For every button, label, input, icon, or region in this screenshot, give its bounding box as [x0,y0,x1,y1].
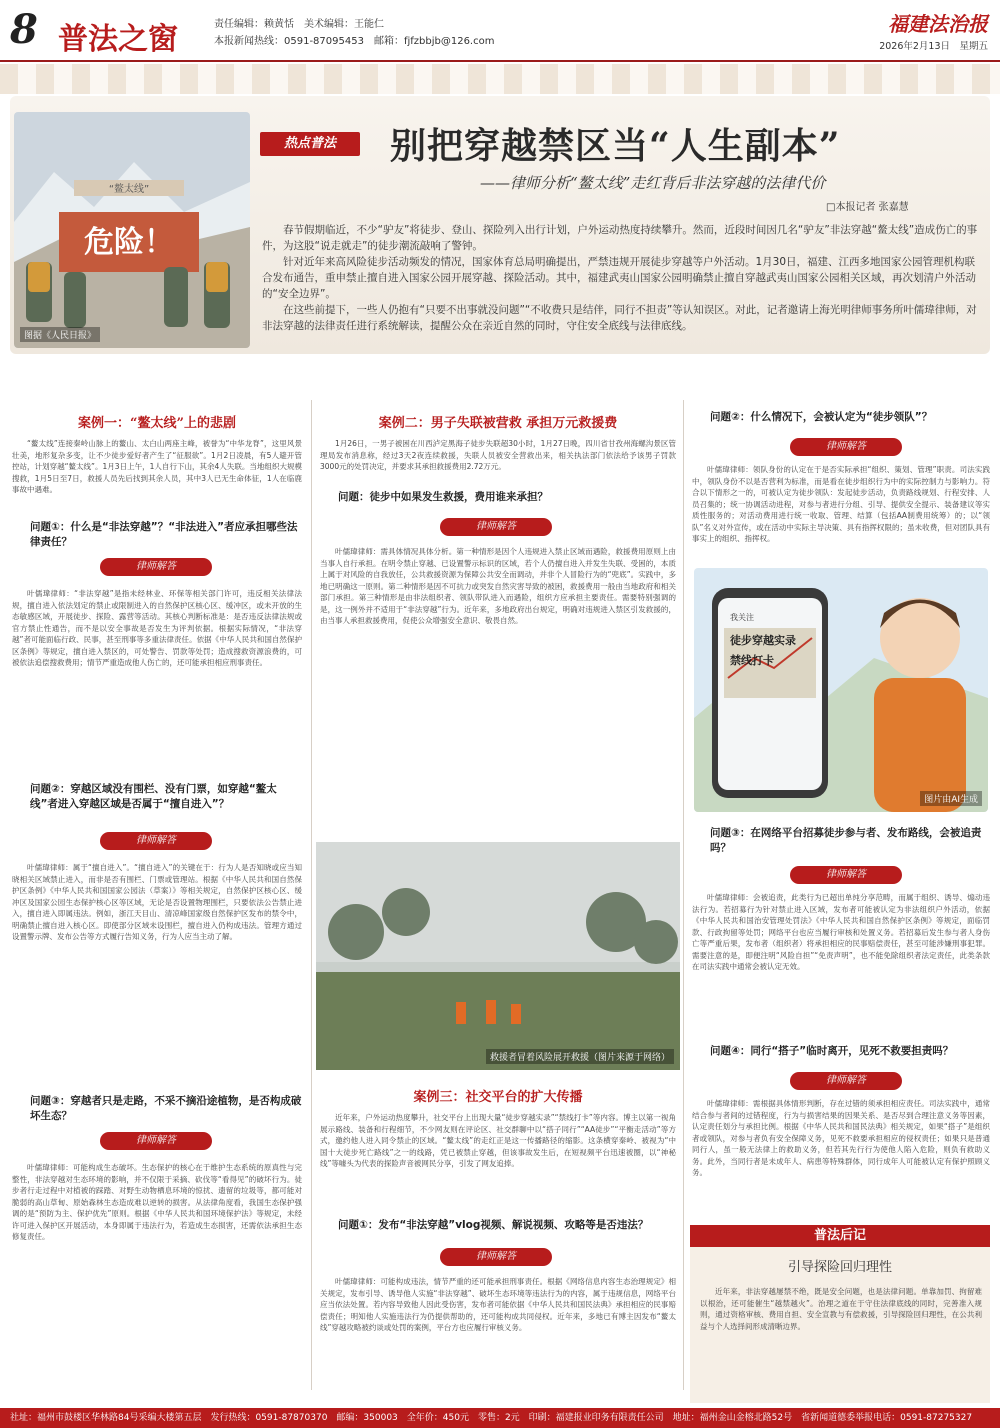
hero-image-caption: 图据《人民日报》 [20,327,100,342]
col3-question-3: 问题③：在网络平台招募徒步参与者、发布路线，会被追责吗？ [710,827,982,854]
newspaper-logo: 福建法治报 [888,12,988,36]
hotline-line: 本报新闻热线：0591-87095453 邮箱：fjfzbbjb@126.com [214,36,495,47]
afterword-title: 普法后记 [690,1225,990,1247]
col3-answer-2: 叶儒瑋律师：领队身份的认定在于是否实际承担“组织、策划、管理”职责。司法实践中，领队身份不以是否营利为标准，而是看在徒步组织行为中的实际控制力与影响力。符合以下情形之一的，可被认定为徒步领队：发起徒步活动，负责路线规划、行程安排、人员召集的；统一协调活动进程，对参与者进行分组、引导、提供安全提示、装备建议等实质性服务的；对活动费用进行统一收取、管理、结算（包括AA制费用统筹）的；以“领队”名义对外宣传，或在活动中实际主导决策、具有指挥权限的；虽未收费，但对团队具有事实上的组织、指挥权。 [692,465,990,543]
hero-image [14,112,250,348]
col3-question-4: 问题④：同行“搭子”临时离开，见死不救要担责吗？ [710,1045,954,1057]
decorative-band [0,64,1000,94]
rescue-photo [316,842,680,1070]
ai-illustration [694,568,988,812]
case3-text: 近年来，户外运动热度攀升，社交平台上出现大量“徒步穿越实录”“禁线打卡”等内容。博主以第一视角展示路线、装备和行程细节，不少网友则在评论区、社交群聊中以“搭子同行”“AA徒步”“平衡走活动”等方式，邀约他人进入同令禁止的区域。“鳌太线”的走红正是这一传播路径的缩影。这条横穿秦岭、被视为“中国十大徒步死亡路线”之一的线路，凭已被禁止穿越，但该事故发生后，在短视频平台迅速被圈，以“神秘线”等噱头为代表的探险声音被网民分享，引发了网友追捧。 [320,1113,676,1168]
col3-answer-4: 叶儒瑋律师：需根据具体情形判断，存在过错的须承担相应责任。司法实践中，通常结合参与者间的过错程度，行为与损害结果的因果关系、是否尽到合理注意义务等因素，认定责任划分与承担比例。根据《中华人民共和国民法典》相关规定，如果“搭子”是组织者或领队，对参与者负有安全保障义务，见死不救要承担相应的侵权责任；如果只是普通同行人，虽一般无法律上的救助义务，但若其先行行为使他人陷入危险，则负有救助义务。此外，当同行者是未成年人、病患等特殊群体，同行成年人可能被认定有保护照顾义务。 [692,1099,990,1177]
lawyer-answer-tag: 律师解答 [440,518,552,536]
phone-post-title: 徒步穿越实录 [730,634,796,647]
issue-date: 2026年2月13日 星期五 [879,41,988,52]
phone-post-sub: 禁线打卡 [730,654,774,667]
afterword-text: 近年来，非法穿越屡禁不绝，既是安全问题，也是法律问题。单靠加罚、拘留难以根治，还可能催生“越禁越火”。治理之道在于守住法律底线的同时，完善准入规则，通过资格审核、费用自担、安全宣教与有偿救援，引导探险回归理性，在公共利益与个人选择间形成清晰边界。 [700,1287,982,1331]
case3-title: 案例三：社交平台的扩大传播 [413,1090,583,1105]
editors-line: 责任编辑：赖黄恬 美术编辑：王能仁 [214,19,384,30]
lead-paragraphs [262,222,978,334]
column-divider [311,400,312,1390]
col2-answer: 叶儒瑋律师：需具体情况具体分析。第一种情形是因个人违规进入禁止区域而遇险，救援费用原则上由当事人自行承担。在明令禁止穿越、已设置警示标识的区域，若个人仍擅自进入并发生失联、受困的，本质上属于对风险的自我放任，公共救援资源为保障公共安全而调动，并非个人冒险行为的“兜底”。实践中，多地已明确这一原则。第二种情形是因不可抗力或突发自然灾害导致的被困，救援费用一般由当地政府和相关部门承担。第三种情形是由非法组织者、领队带队进入而遇险，组织方应承担主要责任。需要特别强调的是，这一例外并不适用于“非法穿越”行为。近年来，多地政府出台规定，明确对违规进入禁区引发救援的，由当事人承担救援费用，促使公众增强安全意识、敬畏自然。 [320,547,676,625]
page-info [214,16,494,50]
subheadline: ——律师分析“鳌太线”走红背后非法穿越的法律代价 [480,174,826,192]
col1-question-1: 问题①：什么是“非法穿越”？“非法进入”者应承担哪些法律责任？ [30,521,298,548]
lawyer-answer-tag: 律师解答 [790,438,902,456]
lawyer-answer-tag: 律师解答 [440,1248,552,1266]
lead-paragraph: 在这些前提下，一些人仍抱有“只要不出事就没问题”“不收费只是结伴，同行不担责”等认知误区。对此，记者邀请上海光明律师事务所叶儒瑋律师，对非法穿越的法律责任进行系统解读，提醒公众在亲近自然的同时，守住安全底线与法律底线。 [262,304,977,332]
case1-title: 案例一：“鳌太线”上的悲剧 [78,416,236,431]
col2-question: 问题：徒步中如果发生救援，费用谁来承担？ [338,491,548,503]
rescue-photo-caption: 救援者冒着风险展开救援（图片来源于网络） [486,1049,674,1064]
lawyer-answer-tag: 律师解答 [100,1132,212,1150]
sign-label: “鳌太线” [108,184,150,195]
lawyer-answer-tag: 律师解答 [100,832,212,850]
phone-label: 我关注 [730,613,754,622]
lawyer-answer-tag: 律师解答 [790,1072,902,1090]
col1-question-3: 问题③：穿越者只是走路，不采不摘沿途植物，是否构成破坏生态？ [30,1095,302,1122]
col1-answer-3: 叶儒瑋律师：可能构成生态破坏。生态保护的核心在于维护生态系统的原真性与完整性，非法穿越对生态环境的影响，并不仅限于采摘、砍伐等“看得见”的破坏行为。徒步者行走过程中对植被的踩踏、对野生动物栖息环境的惊扰、遗留的垃圾等，都可能对脆弱的高山草甸、原始森林生态造成难以逆转的损害。从法律角度看，我国生态保护强调的是“预防为主、保护优先”原则。根据《中华人民共和国环境保护法》等规定，未经许可进入保护区开展活动，本身即属于违法行为，若造成生态损害，还需依法承担生态修复责任。 [12,1163,302,1241]
masthead [0,0,1000,62]
col2-answer-2: 叶儒瑋律师：可能构成违法，情节严重的还可能承担刑事责任。根据《网络信息内容生态治理规定》相关规定，发布引导、诱导他人实施“非法穿越”、破坏生态环境等违法行为的内容，属于违规信息，网络平台应当依法处置。若内容导致他人因此受伤害，发布者可能依据《中华人民共和国民法典》承担相应的民事赔偿责任；明知他人实施违法行为仍提供帮助的，还可能构成共同侵权。近年来，多地已有博主因发布“鳌太线”穿越攻略被约谈或处罚的案例，平台方也应履行审核义务。 [320,1277,676,1332]
col3-question-2: 问题②：什么情况下，会被认定为“徒步领队”？ [710,411,933,423]
col1-answer-1: 叶儒瑋律师：“非法穿越”是指未经林业、环保等相关部门许可，违反相关法律法规，擅自进入依法划定的禁止或限制进入的自然保护区核心区、缓冲区，或未开放的生态敏感区域，开展徒步、探险、露营等活动。其核心判断标准是：是否违反法律法规或官方禁止性通告，而不是以安全事故是否发生为评判依据。根据实际情况，“非法穿越”者可能面临行政、民事，甚至刑事等多重法律责任。依据《中华人民共和国自然保护区条例》等规定，擅自进入禁区的，可处警告、罚款等处罚；造成搜救资源浪费的，可被依法追偿搜救费用；情节严重造成他人伤亡的，还可能承担相应刑事责任。 [12,589,302,667]
col1-answer-2: 叶儒瑋律师：属于“擅自进入”。“擅自进入”的关键在于：行为人是否知晓或应当知晓相关区域禁止进入，而非是否有围栏、门票或管理站。根据《中华人民共和国自然保护区条例》《中华人民共和国国家公园法（草案）》等相关规定，自然保护区核心区、缓冲区及国家公园生态保护核心区等区域，无论是否设置物理围栏，只要依法公告禁止进入，擅自进入即属违法。例如，浙江天目山、清凉峰国家级自然保护区发布的禁令中，明确禁止擅自进入核心区。即使部分区域未设围栏，擅自进入仍构成违法。管理方通过设置警示牌、发布公告等方式履行告知义务，行为人应当主动了解。 [12,863,302,941]
lawyer-answer-tag: 律师解答 [100,558,212,576]
case1-text: “鳌太线”连接秦岭山脉上的鳌山、太白山两座主峰，被誉为“中华龙脊”，这里风景壮美，地形复杂多变，让不少徒步爱好者产生了“征服欲”。1月2日凌晨，有5人避开管控站，计划穿越“鳌太线”。1月3日上午，1人自行下山，其余4人失联。当地组织大规模搜救，1月5日至7日，救援人员先后找到其余人员，其中3人已无生命体征，1人在临鹿事故中遇难。 [12,439,302,494]
lead-paragraph: 针对近年来高风险徒步活动频发的情况，国家体育总局明确提出，严禁违规开展徒步穿越等户外活动。1月30日，福建、江西多地国家公园管理机构联合发布通告，重申禁止擅自进入国家公园开展穿越、探险活动。其中，福建武夷山国家公园明确禁止擅自穿越武夷山国家公园相关区域，再次划清户外活动的“安全边界”。 [262,256,976,300]
afterword-subtitle: 引导探险回归理性 [787,1260,892,1275]
footer-bar: 社址：福州市鼓楼区华林路84号采编大楼第五层 发行热线：0591-87870370 邮编：350003 全年价：450元 零售：2元 印刷：福建报业印务有限责任公司 地址：福州金山金榕北路52号 省新闻道德委举报电话：0591-87275327 [0,1408,1000,1428]
case2-title: 案例二：男子失联被营救 承担万元救援费 [378,416,618,431]
ai-image-caption: 图片由AI生成 [920,791,982,806]
col3-answer-3: 叶儒瑋律师：会被追责，此类行为已超出单纯分享范畴，而属于组织、诱导、煽动违法行为。若招募行为针对禁止进入区域，发布者可能被认定为非法组织户外活动，依据《中华人民共和国治安管理处罚法》《中华人民共和国自然保护区条例》等规定，面临罚款、行政拘留等处罚；网络平台也应当履行审核和处置义务。若招募后发生参与者人身伤亡等严重后果，发布者（组织者）将承担相应的民事赔偿责任，甚至可能涉嫌刑事犯罪。需要注意的是，即便注明“风险自担”“免责声明”，也不能免除组织者法定责任，此类条款在司法实践中通常会被认定无效。 [692,893,990,971]
col2-question-2: 问题①：发布“非法穿越”vlog视频、解说视频、攻略等是否违法？ [338,1219,649,1231]
byline: □本报记者 张嘉慧 [826,202,909,213]
column-divider [683,400,684,1390]
lead-paragraph: 春节假期临近，不少“驴友”将徒步、登山、探险列入出行计划，户外运动热度持续攀升。然而，近段时间因几名“驴友”非法穿越“鳌太线”造成伤亡的事件，为这股“说走就走”的徒步潮流敲响了警钟。 [262,224,978,252]
headline: 别把穿越禁区当“人生副本” [390,125,841,167]
page-name: 普法之窗 [58,22,178,57]
hot-topic-tag: 热点普法 [260,132,360,156]
lawyer-answer-tag: 律师解答 [790,866,902,884]
col1-question-2: 问题②：穿越区域没有围栏、没有门票，如穿越“鳌太线”者进入穿越区域是否属于“擅自进入”？ [30,783,277,810]
danger-sign-text: 危险！ [84,225,174,260]
case2-text: 1月26日，一男子被困在川西泸定黑海子徒步失联超30小时，1月27日晚，四川省甘孜州海螺沟景区管理局发布消息称，经过3天2夜连续救援，失联人员被安全营救出来，相关执法部门依法给予该男子罚款3000元的处罚决定，并要求其承担救援费用2.72万元。 [320,439,676,471]
page-number: 8 [10,6,38,53]
